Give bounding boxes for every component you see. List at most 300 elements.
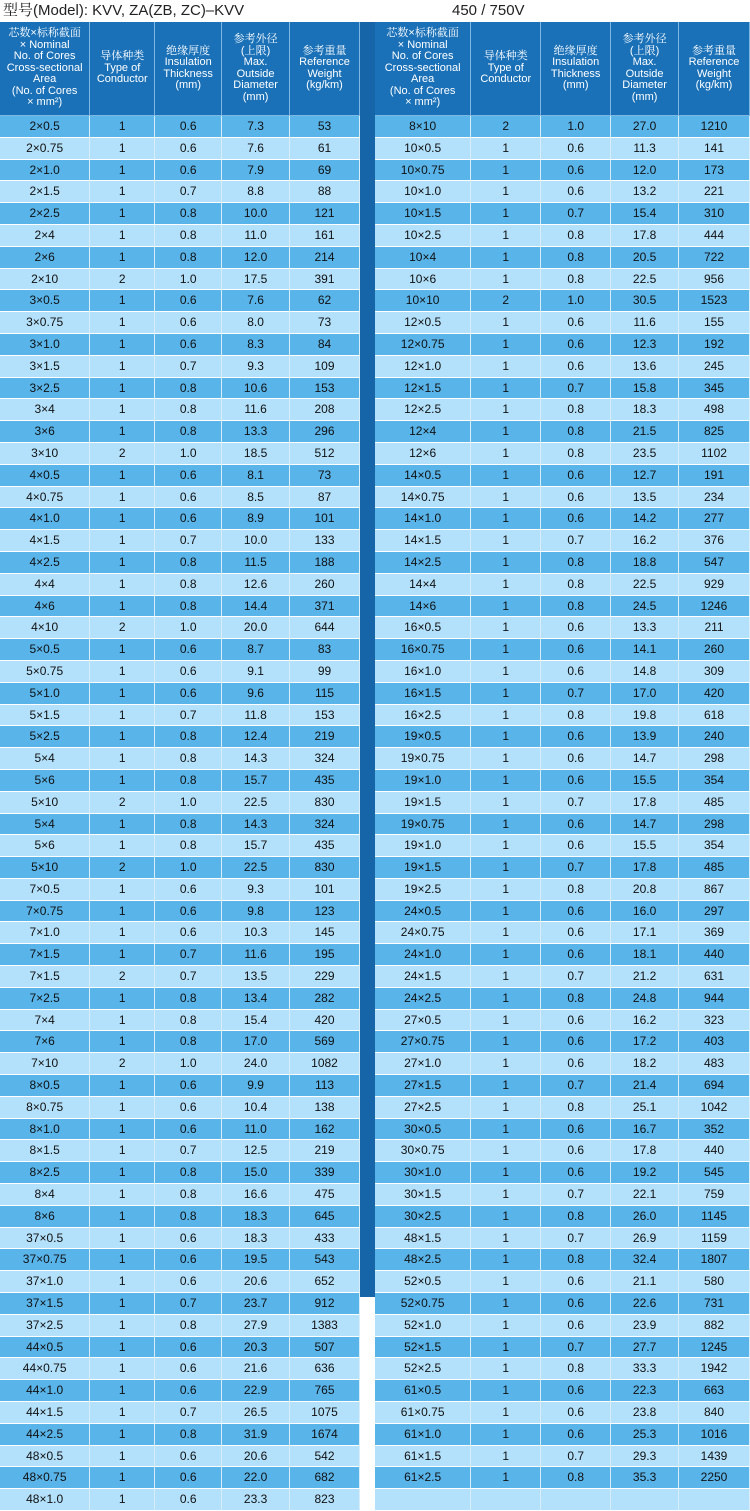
- cell-cores-area: 14×4: [375, 573, 471, 595]
- cell-outside-diameter: 17.2: [611, 1031, 679, 1053]
- table-row: [375, 290, 750, 312]
- cell-cores-area: 14×0.75: [375, 486, 471, 508]
- cell-insulation-thickness: 0.6: [541, 1271, 611, 1293]
- cell-conductor-type: 1: [471, 966, 541, 988]
- cell-outside-diameter: 21.6: [222, 1358, 290, 1380]
- cell-conductor-type: 1: [90, 1075, 155, 1097]
- header-line: Diameter: [622, 79, 667, 91]
- cell-cores-area: 12×0.75: [375, 333, 471, 355]
- cell-outside-diameter: 15.7: [222, 835, 290, 857]
- cell-outside-diameter: 10.3: [222, 922, 290, 944]
- table-row: [0, 1227, 360, 1249]
- table-row: [0, 791, 360, 813]
- cell-reference-weight: 123: [290, 900, 360, 922]
- cell-cores-area: 10×1.5: [375, 203, 471, 225]
- cell-outside-diameter: 14.8: [611, 660, 679, 682]
- cell-conductor-type: 2: [90, 857, 155, 879]
- table-row: [375, 1053, 750, 1075]
- cell-reference-weight: 188: [290, 551, 360, 573]
- cell-outside-diameter: 13.3: [222, 421, 290, 443]
- table-row: [375, 268, 750, 290]
- cell-insulation-thickness: 0.7: [541, 1336, 611, 1358]
- cell-reference-weight: 1674: [290, 1423, 360, 1445]
- cell-insulation-thickness: 1.0: [541, 116, 611, 138]
- cell-conductor-type: 1: [90, 813, 155, 835]
- cell-insulation-thickness: 0.6: [541, 1053, 611, 1075]
- header-line: 导体种类: [483, 50, 528, 63]
- cell-conductor-type: 1: [471, 1380, 541, 1402]
- cell-reference-weight: 569: [290, 1031, 360, 1053]
- header-line: Diameter: [233, 79, 278, 91]
- table-row: [375, 1358, 750, 1380]
- cell-cores-area: 24×0.5: [375, 900, 471, 922]
- cell-cores-area: 8×0.75: [0, 1096, 90, 1118]
- cell-conductor-type: 1: [90, 355, 155, 377]
- cell-reference-weight: 339: [290, 1162, 360, 1184]
- cell-insulation-thickness: 0.8: [155, 1162, 222, 1184]
- cell-conductor-type: 1: [471, 813, 541, 835]
- header-line: Weight: [696, 67, 732, 80]
- table-row: [0, 769, 360, 791]
- cell-outside-diameter: 17.0: [222, 1031, 290, 1053]
- cell-conductor-type: 1: [90, 333, 155, 355]
- cell-reference-weight: 282: [290, 987, 360, 1009]
- cell-insulation-thickness: 0.8: [155, 224, 222, 246]
- header-line: Conductor: [480, 73, 532, 86]
- left-header-row: [0, 22, 360, 116]
- cell-reference-weight: 435: [290, 835, 360, 857]
- cell-conductor-type: 1: [471, 1031, 541, 1053]
- cell-outside-diameter: 22.3: [611, 1380, 679, 1402]
- cell-cores-area: 16×0.5: [375, 617, 471, 639]
- cell-reference-weight: 663: [679, 1380, 750, 1402]
- cell-cores-area: 10×0.5: [375, 137, 471, 159]
- cell-reference-weight: 109: [290, 355, 360, 377]
- cell-outside-diameter: 22.9: [222, 1380, 290, 1402]
- cell-cores-area: 24×0.75: [375, 922, 471, 944]
- cell-conductor-type: 1: [90, 1380, 155, 1402]
- table-row: [0, 726, 360, 748]
- cell-cores-area: 4×6: [0, 595, 90, 617]
- table-row: [0, 1249, 360, 1271]
- cell-cores-area: 8×1.0: [0, 1118, 90, 1140]
- cell-conductor-type: 1: [471, 530, 541, 552]
- left-header-reference-weight: [290, 22, 360, 116]
- cell-insulation-thickness: 0.6: [541, 1293, 611, 1315]
- cell-reference-weight: 547: [679, 551, 750, 573]
- cell-cores-area: 7×0.5: [0, 878, 90, 900]
- cell-outside-diameter: 8.7: [222, 639, 290, 661]
- table-row: [0, 1184, 360, 1206]
- cell-conductor-type: 1: [90, 878, 155, 900]
- cell-outside-diameter: 7.6: [222, 137, 290, 159]
- cell-cores-area: 7×6: [0, 1031, 90, 1053]
- left-header-cores-area: [0, 22, 90, 116]
- cell-reference-weight: 1016: [679, 1423, 750, 1445]
- cell-outside-diameter: 9.9: [222, 1075, 290, 1097]
- cell-reference-weight: 825: [679, 421, 750, 443]
- cell-cores-area: 19×2.5: [375, 878, 471, 900]
- table-row: [375, 1423, 750, 1445]
- cell-outside-diameter: 22.5: [611, 268, 679, 290]
- cell-conductor-type: 1: [90, 486, 155, 508]
- cell-conductor-type: 1: [471, 399, 541, 421]
- cell-insulation-thickness: 1.0: [155, 791, 222, 813]
- table-row: [0, 1358, 360, 1380]
- table-row: [375, 1293, 750, 1315]
- cell-conductor-type: 1: [471, 726, 541, 748]
- cell-conductor-type: 1: [471, 573, 541, 595]
- cell-reference-weight: 722: [679, 246, 750, 268]
- cell-insulation-thickness: 0.6: [541, 748, 611, 770]
- table-row: [375, 486, 750, 508]
- cell-reference-weight: 682: [290, 1467, 360, 1489]
- cell-reference-weight: 219: [290, 726, 360, 748]
- header-line: (上限): [629, 44, 660, 57]
- right-header-conductor-type: [471, 22, 541, 116]
- cell-reference-weight: 87: [290, 486, 360, 508]
- cell-reference-weight: 1102: [679, 442, 750, 464]
- table-row: [0, 617, 360, 639]
- cell-insulation-thickness: 0.6: [155, 1467, 222, 1489]
- cell-outside-diameter: 10.0: [222, 530, 290, 552]
- cell-cores-area: 37×0.75: [0, 1249, 90, 1271]
- cell-insulation-thickness: 0.6: [541, 1140, 611, 1162]
- cell-insulation-thickness: 0.6: [541, 1402, 611, 1424]
- left-table-panel: [0, 22, 360, 1511]
- table-row: [375, 1249, 750, 1271]
- cell-conductor-type: 1: [471, 486, 541, 508]
- cell-reference-weight: 912: [290, 1293, 360, 1315]
- table-row: [0, 290, 360, 312]
- cell-cores-area: 2×10: [0, 268, 90, 290]
- cell-outside-diameter: 14.7: [611, 748, 679, 770]
- cell-outside-diameter: 22.6: [611, 1293, 679, 1315]
- table-row: [375, 333, 750, 355]
- cell-insulation-thickness: 0.8: [155, 1205, 222, 1227]
- cell-outside-diameter: 20.6: [222, 1271, 290, 1293]
- cell-reference-weight: 823: [290, 1489, 360, 1511]
- cell-reference-weight: 133: [290, 530, 360, 552]
- cell-conductor-type: 1: [471, 704, 541, 726]
- table-row: [375, 203, 750, 225]
- table-row: [375, 769, 750, 791]
- cell-cores-area: 3×10: [0, 442, 90, 464]
- table-row: [0, 682, 360, 704]
- cell-reference-weight: 498: [679, 399, 750, 421]
- cell-reference-weight: 1082: [290, 1053, 360, 1075]
- cell-reference-weight: 485: [679, 857, 750, 879]
- cell-cores-area: 44×2.5: [0, 1423, 90, 1445]
- cell-conductor-type: 1: [90, 312, 155, 334]
- cell-conductor-type: 1: [90, 1293, 155, 1315]
- cell-outside-diameter: 14.7: [611, 813, 679, 835]
- cell-reference-weight: 2250: [679, 1467, 750, 1489]
- cell-conductor-type: 2: [90, 791, 155, 813]
- cell-conductor-type: 1: [471, 769, 541, 791]
- header-line: (mm): [631, 90, 658, 103]
- cell-cores-area: 19×1.0: [375, 835, 471, 857]
- cell-conductor-type: 1: [471, 1162, 541, 1184]
- blank-cell: [471, 1489, 541, 1511]
- cell-insulation-thickness: 0.7: [155, 181, 222, 203]
- cell-conductor-type: 1: [90, 246, 155, 268]
- cell-outside-diameter: 17.8: [611, 791, 679, 813]
- table-row: [375, 421, 750, 443]
- cell-reference-weight: 53: [290, 116, 360, 138]
- cell-outside-diameter: 20.5: [611, 246, 679, 268]
- cell-insulation-thickness: 0.8: [541, 704, 611, 726]
- table-row: [375, 878, 750, 900]
- table-row: [375, 660, 750, 682]
- cell-reference-weight: 475: [290, 1184, 360, 1206]
- cell-insulation-thickness: 0.7: [541, 1445, 611, 1467]
- table-row: [375, 900, 750, 922]
- cell-insulation-thickness: 0.7: [541, 1184, 611, 1206]
- cell-cores-area: 10×6: [375, 268, 471, 290]
- cell-reference-weight: 1383: [290, 1314, 360, 1336]
- cell-conductor-type: 2: [90, 1053, 155, 1075]
- cell-outside-diameter: 35.3: [611, 1467, 679, 1489]
- cell-cores-area: 27×0.75: [375, 1031, 471, 1053]
- cell-outside-diameter: 16.6: [222, 1184, 290, 1206]
- table-row: [0, 900, 360, 922]
- table-row: [0, 312, 360, 334]
- table-row: [375, 835, 750, 857]
- left-spec-table: [0, 22, 360, 1511]
- cell-cores-area: 14×1.0: [375, 508, 471, 530]
- header-line: No. of Cores: [13, 50, 76, 63]
- cell-outside-diameter: 20.8: [611, 878, 679, 900]
- cell-conductor-type: 1: [471, 1271, 541, 1293]
- cell-outside-diameter: 13.4: [222, 987, 290, 1009]
- table-row: [0, 551, 360, 573]
- cell-outside-diameter: 9.3: [222, 878, 290, 900]
- cell-conductor-type: 1: [90, 769, 155, 791]
- cell-reference-weight: 324: [290, 748, 360, 770]
- cell-conductor-type: 1: [90, 530, 155, 552]
- table-row: [0, 1096, 360, 1118]
- cell-insulation-thickness: 0.7: [155, 355, 222, 377]
- cell-outside-diameter: 15.8: [611, 377, 679, 399]
- cell-cores-area: 30×0.75: [375, 1140, 471, 1162]
- cell-insulation-thickness: 0.6: [541, 813, 611, 835]
- cell-conductor-type: 1: [90, 704, 155, 726]
- table-row: [0, 1314, 360, 1336]
- cell-insulation-thickness: 0.6: [541, 769, 611, 791]
- cell-cores-area: 52×2.5: [375, 1358, 471, 1380]
- table-row: [0, 987, 360, 1009]
- cell-conductor-type: 1: [471, 159, 541, 181]
- cell-insulation-thickness: 0.6: [155, 312, 222, 334]
- cell-conductor-type: 1: [90, 1271, 155, 1293]
- cell-insulation-thickness: 0.8: [541, 442, 611, 464]
- table-row: [0, 1140, 360, 1162]
- cell-cores-area: 37×1.0: [0, 1271, 90, 1293]
- cell-outside-diameter: 22.5: [611, 573, 679, 595]
- cell-insulation-thickness: 0.8: [155, 1423, 222, 1445]
- cell-conductor-type: 1: [471, 922, 541, 944]
- cell-reference-weight: 234: [679, 486, 750, 508]
- cell-conductor-type: 2: [90, 617, 155, 639]
- cell-reference-weight: 867: [679, 878, 750, 900]
- header-line: Cross-sectional: [384, 61, 461, 74]
- left-header-insulation-thickness: [155, 22, 222, 116]
- table-row: [375, 1162, 750, 1184]
- cell-cores-area: 37×2.5: [0, 1314, 90, 1336]
- cell-cores-area: 12×2.5: [375, 399, 471, 421]
- blank-row: [375, 1489, 750, 1511]
- cell-insulation-thickness: 0.6: [155, 1336, 222, 1358]
- cell-insulation-thickness: 0.8: [155, 551, 222, 573]
- cell-conductor-type: 1: [90, 944, 155, 966]
- cell-cores-area: 5×10: [0, 857, 90, 879]
- cell-cores-area: 19×1.5: [375, 791, 471, 813]
- cell-outside-diameter: 31.9: [222, 1423, 290, 1445]
- table-row: [375, 748, 750, 770]
- table-row: [375, 1096, 750, 1118]
- cell-insulation-thickness: 0.8: [541, 573, 611, 595]
- cell-insulation-thickness: 0.7: [541, 1227, 611, 1249]
- cell-conductor-type: 1: [90, 1489, 155, 1511]
- table-row: [0, 355, 360, 377]
- cell-conductor-type: 1: [471, 1336, 541, 1358]
- cell-conductor-type: 1: [471, 203, 541, 225]
- cell-conductor-type: 1: [90, 1314, 155, 1336]
- cell-outside-diameter: 13.5: [611, 486, 679, 508]
- table-row: [0, 508, 360, 530]
- table-row: [0, 1423, 360, 1445]
- table-row: [375, 377, 750, 399]
- cell-insulation-thickness: 0.6: [155, 1227, 222, 1249]
- cell-insulation-thickness: 0.6: [155, 1271, 222, 1293]
- cell-insulation-thickness: 0.6: [541, 464, 611, 486]
- cell-reference-weight: 195: [290, 944, 360, 966]
- cell-outside-diameter: 11.6: [611, 312, 679, 334]
- cell-insulation-thickness: 0.6: [155, 682, 222, 704]
- right-header-insulation-thickness: [541, 22, 611, 116]
- cell-cores-area: 8×4: [0, 1184, 90, 1206]
- cell-reference-weight: 229: [290, 966, 360, 988]
- cell-reference-weight: 440: [679, 1140, 750, 1162]
- cell-reference-weight: 545: [679, 1162, 750, 1184]
- cell-conductor-type: 1: [471, 551, 541, 573]
- cell-insulation-thickness: 0.6: [541, 900, 611, 922]
- cell-conductor-type: 1: [471, 333, 541, 355]
- cell-outside-diameter: 29.3: [611, 1445, 679, 1467]
- header-line: (kg/km): [695, 79, 733, 91]
- cell-insulation-thickness: 0.8: [155, 595, 222, 617]
- cell-conductor-type: 1: [471, 377, 541, 399]
- cell-conductor-type: 1: [471, 1423, 541, 1445]
- cell-reference-weight: 73: [290, 312, 360, 334]
- header-line: 参考外径: [622, 33, 667, 45]
- table-row: [0, 878, 360, 900]
- cell-conductor-type: 1: [90, 595, 155, 617]
- cell-outside-diameter: 22.1: [611, 1184, 679, 1206]
- cell-conductor-type: 1: [471, 181, 541, 203]
- table-row: [375, 813, 750, 835]
- table-row: [375, 355, 750, 377]
- header-line: Thickness: [163, 67, 213, 80]
- cell-insulation-thickness: 0.8: [155, 769, 222, 791]
- cell-conductor-type: 1: [90, 1445, 155, 1467]
- cell-cores-area: 14×2.5: [375, 551, 471, 573]
- cell-reference-weight: 101: [290, 878, 360, 900]
- cell-reference-weight: 101: [290, 508, 360, 530]
- table-row: [0, 595, 360, 617]
- cell-conductor-type: 1: [471, 944, 541, 966]
- cell-conductor-type: 1: [90, 639, 155, 661]
- cell-conductor-type: 1: [90, 1423, 155, 1445]
- cell-conductor-type: 1: [90, 1227, 155, 1249]
- cell-conductor-type: 1: [90, 137, 155, 159]
- cell-reference-weight: 113: [290, 1075, 360, 1097]
- cell-conductor-type: 1: [471, 442, 541, 464]
- cell-outside-diameter: 17.8: [611, 857, 679, 879]
- cell-outside-diameter: 14.4: [222, 595, 290, 617]
- cell-cores-area: 48×1.0: [0, 1489, 90, 1511]
- cell-cores-area: 7×10: [0, 1053, 90, 1075]
- cell-insulation-thickness: 1.0: [155, 442, 222, 464]
- cell-conductor-type: 1: [90, 464, 155, 486]
- cell-insulation-thickness: 0.8: [155, 399, 222, 421]
- cell-conductor-type: 1: [90, 1249, 155, 1271]
- cell-reference-weight: 298: [679, 813, 750, 835]
- cell-reference-weight: 296: [290, 421, 360, 443]
- header-line: No. of Cores: [391, 50, 454, 63]
- cell-outside-diameter: 8.9: [222, 508, 290, 530]
- table-row: [0, 1118, 360, 1140]
- cell-outside-diameter: 7.6: [222, 290, 290, 312]
- table-row: [0, 1162, 360, 1184]
- cell-insulation-thickness: 0.8: [155, 246, 222, 268]
- cell-cores-area: 61×1.5: [375, 1445, 471, 1467]
- cell-reference-weight: 221: [679, 181, 750, 203]
- cell-insulation-thickness: 1.0: [155, 1053, 222, 1075]
- cell-cores-area: 37×0.5: [0, 1227, 90, 1249]
- blank-cell: [541, 1489, 611, 1511]
- header-line: × mm²): [405, 96, 441, 109]
- cell-outside-diameter: 8.3: [222, 333, 290, 355]
- cell-cores-area: 19×0.75: [375, 748, 471, 770]
- cell-reference-weight: 208: [290, 399, 360, 421]
- table-row: [0, 1336, 360, 1358]
- left-header-conductor-type: [90, 22, 155, 116]
- table-row: [375, 530, 750, 552]
- cell-outside-diameter: 9.6: [222, 682, 290, 704]
- cell-reference-weight: 369: [679, 922, 750, 944]
- cell-cores-area: 16×0.75: [375, 639, 471, 661]
- cell-conductor-type: 1: [471, 508, 541, 530]
- right-header-outside-diameter: [611, 22, 679, 116]
- cell-outside-diameter: 12.7: [611, 464, 679, 486]
- cell-outside-diameter: 20.3: [222, 1336, 290, 1358]
- cell-insulation-thickness: 0.7: [155, 944, 222, 966]
- header-line: × mm²): [27, 96, 63, 109]
- header-line: Conductor: [96, 73, 148, 86]
- cell-insulation-thickness: 0.6: [541, 835, 611, 857]
- table-row: [375, 1336, 750, 1358]
- table-row: [0, 224, 360, 246]
- cell-reference-weight: 354: [679, 769, 750, 791]
- table-row: [0, 1075, 360, 1097]
- blank-cell: [375, 1489, 471, 1511]
- cell-insulation-thickness: 0.6: [155, 508, 222, 530]
- table-row: [375, 137, 750, 159]
- cell-cores-area: 19×0.75: [375, 813, 471, 835]
- cell-conductor-type: 1: [90, 1336, 155, 1358]
